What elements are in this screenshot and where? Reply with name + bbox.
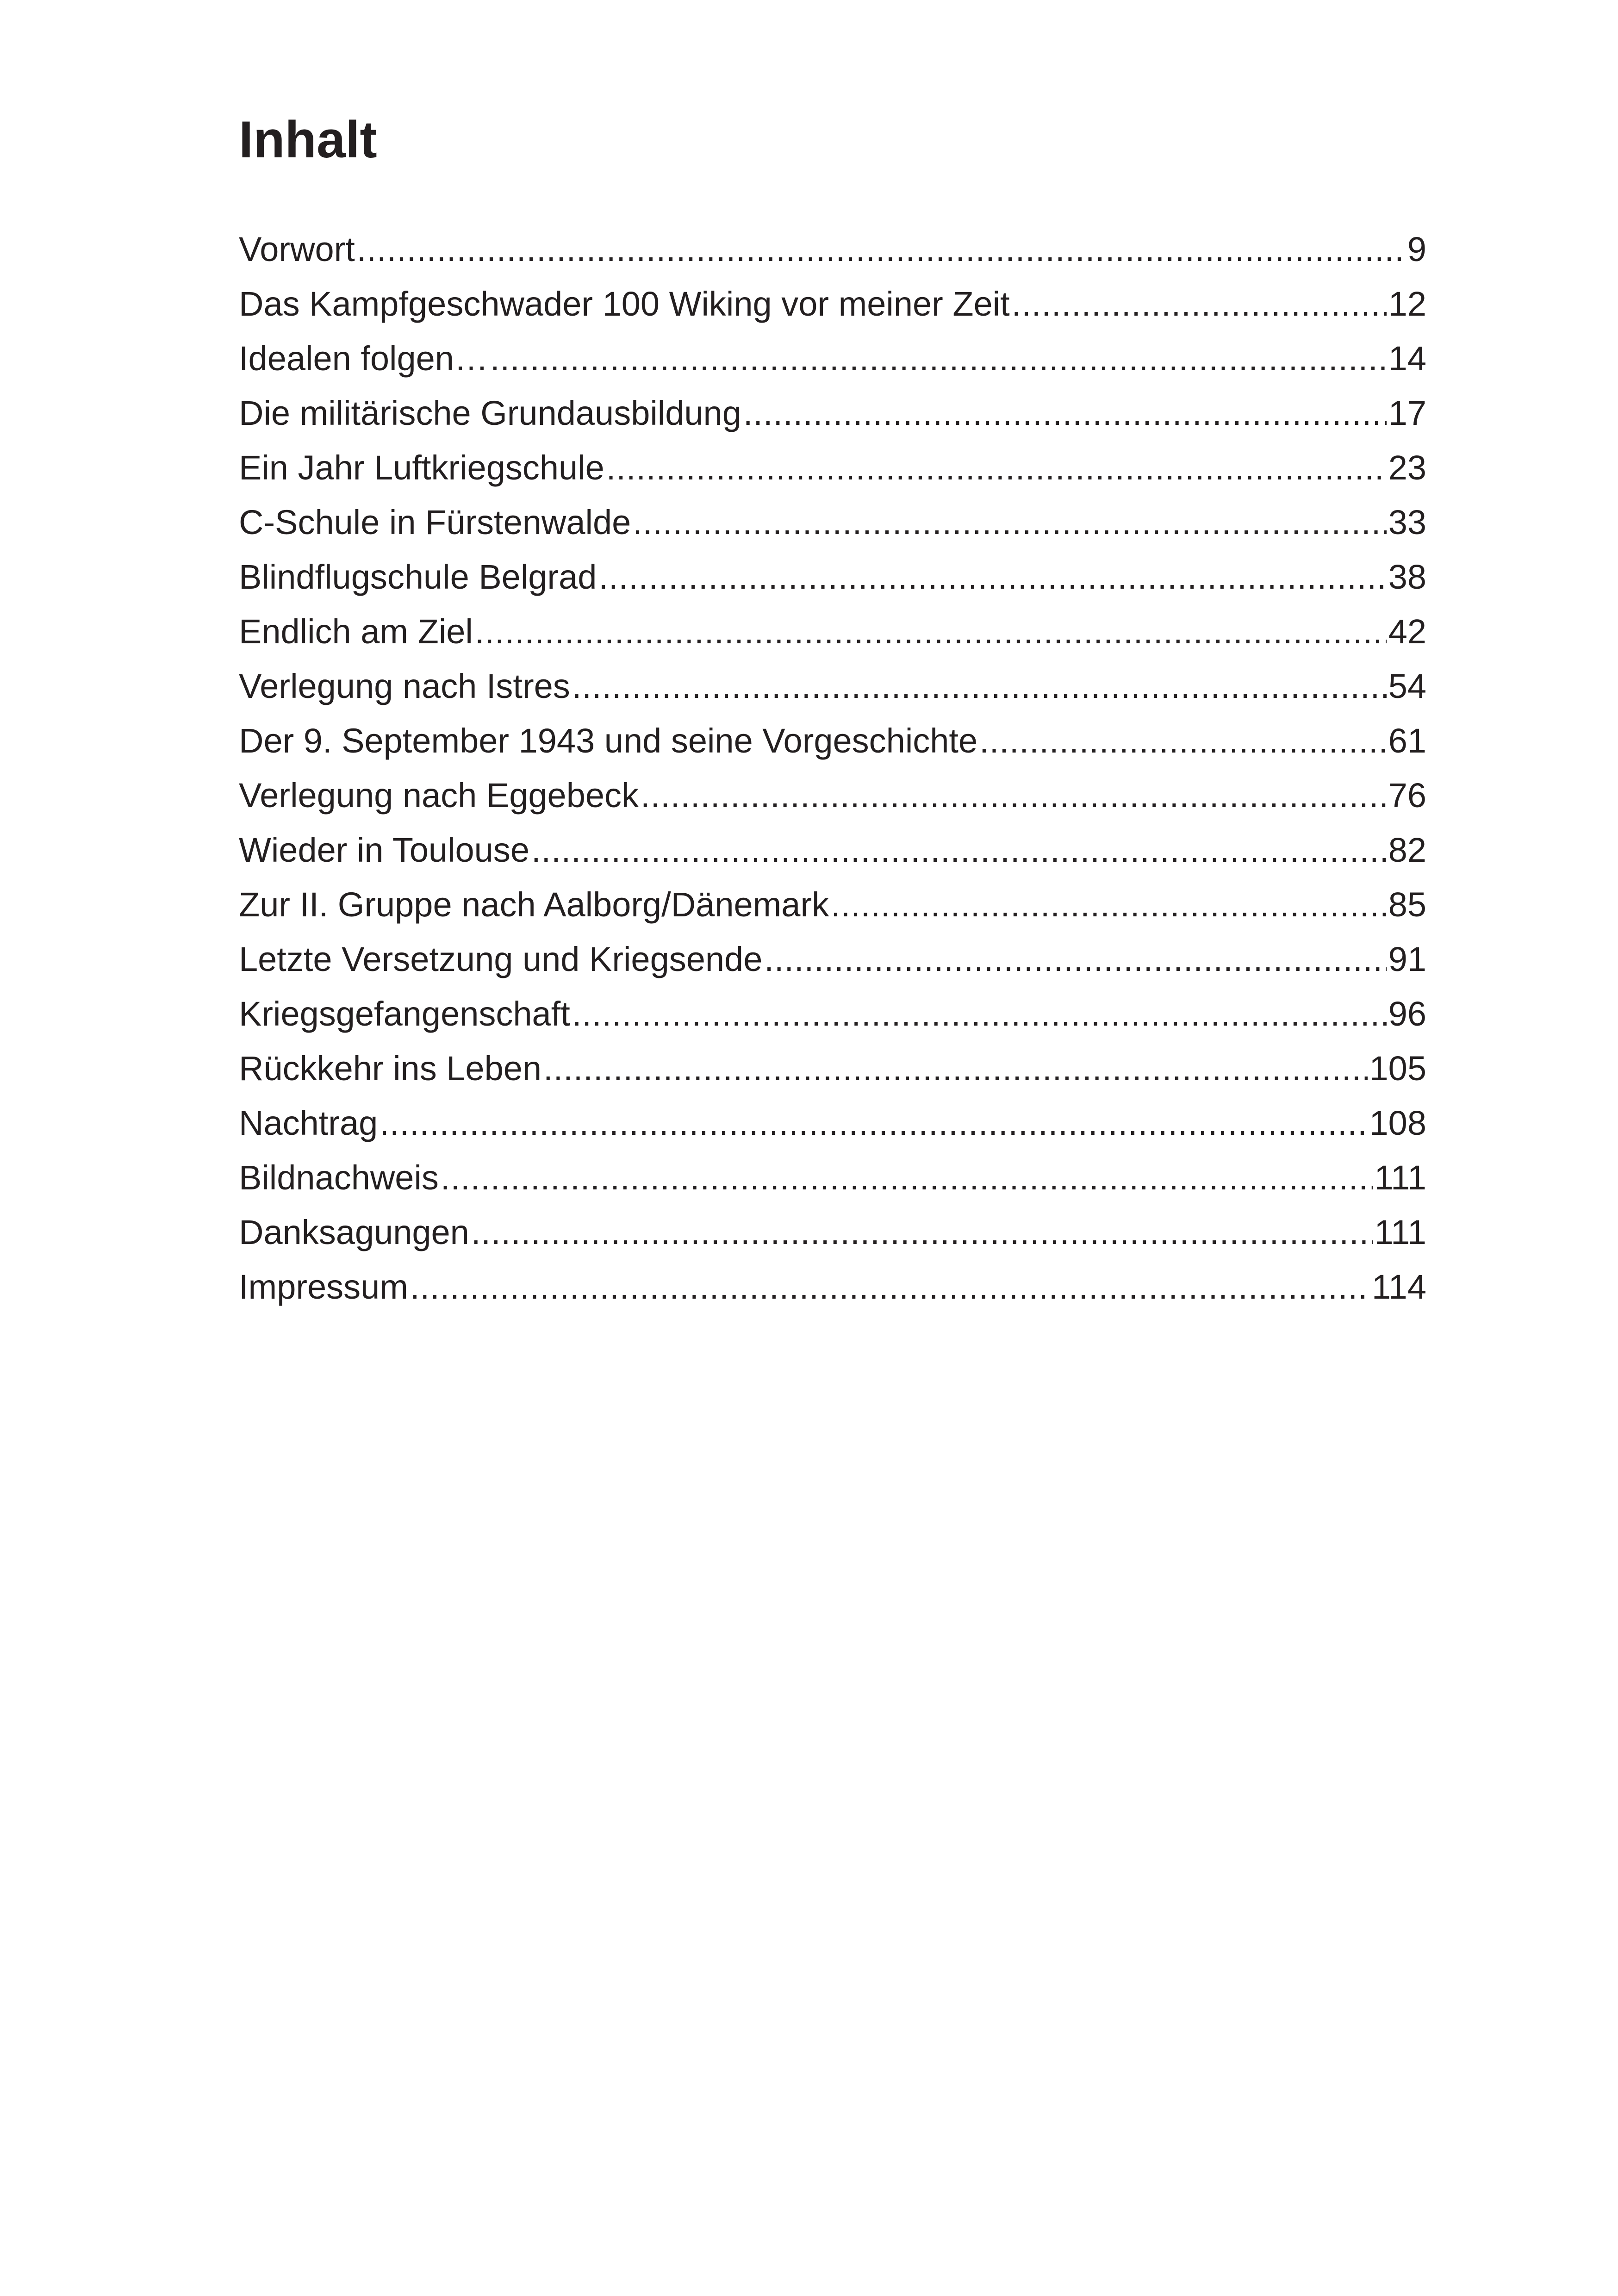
dot-leader xyxy=(490,331,1387,386)
table-of-contents xyxy=(239,222,1426,1314)
toc-entry-page: 54 xyxy=(1388,667,1426,705)
toc-entry-page: 76 xyxy=(1388,776,1426,815)
toc-entry-title: Der 9. September 1943 und seine Vorgeschichte xyxy=(239,722,978,760)
dot-leader xyxy=(979,714,1387,768)
dot-leader xyxy=(1012,277,1387,331)
toc-entry-title: Rückkehr ins Leben xyxy=(239,1049,542,1088)
toc-entry-page: 61 xyxy=(1388,722,1426,760)
toc-entry-page: 91 xyxy=(1388,940,1426,978)
toc-entry-page: 114 xyxy=(1372,1268,1426,1306)
dot-leader xyxy=(606,441,1387,495)
dot-leader xyxy=(633,495,1386,550)
toc-entry-title: Ein Jahr Luftkriegschule xyxy=(239,448,604,487)
toc-entry-page: 17 xyxy=(1388,394,1426,432)
toc-entry-title: Impressum xyxy=(239,1268,408,1306)
toc-entry xyxy=(239,714,1426,768)
dot-leader xyxy=(572,987,1387,1041)
toc-entry xyxy=(239,1151,1426,1205)
dot-leader xyxy=(531,823,1387,877)
toc-entry-page: 105 xyxy=(1369,1049,1426,1088)
toc-entry-title: Endlich am Ziel xyxy=(239,612,473,651)
toc-entry xyxy=(239,1205,1426,1260)
toc-entry-page: 9 xyxy=(1407,230,1426,268)
dot-leader xyxy=(764,932,1386,987)
toc-entry xyxy=(239,495,1426,550)
toc-entry-title: Kriegsgefangenschaft xyxy=(239,995,570,1033)
toc-entry xyxy=(239,1041,1426,1096)
dot-leader xyxy=(475,604,1387,659)
dot-leader xyxy=(831,877,1387,932)
toc-entry-page: 23 xyxy=(1388,448,1426,487)
dot-leader xyxy=(572,659,1387,714)
toc-entry xyxy=(239,441,1426,495)
toc-entry-page: 111 xyxy=(1374,1158,1426,1197)
dot-leader xyxy=(743,386,1387,441)
toc-entry-page: 12 xyxy=(1388,285,1426,323)
toc-entry xyxy=(239,877,1426,932)
toc-entry-page: 42 xyxy=(1388,612,1426,651)
toc-entry-page: 111 xyxy=(1374,1213,1426,1251)
toc-entry-title: Das Kampfgeschwader 100 Wiking vor meiner Zeit xyxy=(239,285,1010,323)
toc-entry-title: Idealen folgen… xyxy=(239,339,488,378)
toc-entry-title: Nachtrag xyxy=(239,1104,378,1142)
dot-leader xyxy=(441,1151,1373,1205)
toc-entry-page: 82 xyxy=(1388,831,1426,869)
toc-entry xyxy=(239,768,1426,823)
toc-entry xyxy=(239,331,1426,386)
toc-entry-title: Letzte Versetzung und Kriegsende xyxy=(239,940,763,978)
dot-leader xyxy=(641,768,1387,823)
toc-entry-page: 33 xyxy=(1388,503,1426,541)
dot-leader xyxy=(471,1205,1373,1260)
toc-entry xyxy=(239,550,1426,604)
toc-entry xyxy=(239,1260,1426,1314)
toc-entry xyxy=(239,386,1426,441)
toc-entry xyxy=(239,604,1426,659)
toc-entry-title: Vorwort xyxy=(239,230,355,268)
toc-entry xyxy=(239,222,1426,277)
toc-entry-page: 38 xyxy=(1388,558,1426,596)
dot-leader xyxy=(410,1260,1370,1314)
toc-entry-title: Bildnachweis xyxy=(239,1158,439,1197)
toc-entry-page: 108 xyxy=(1369,1104,1426,1142)
toc-entry-title: C-Schule in Fürstenwalde xyxy=(239,503,631,541)
toc-entry-title: Verlegung nach Eggebeck xyxy=(239,776,639,815)
toc-entry-title: Blindflugschule Belgrad xyxy=(239,558,597,596)
toc-entry xyxy=(239,932,1426,987)
dot-leader xyxy=(543,1041,1367,1096)
toc-entry xyxy=(239,277,1426,331)
toc-entry-title: Wieder in Toulouse xyxy=(239,831,529,869)
page-title: Inhalt xyxy=(239,111,377,168)
toc-entry-page: 85 xyxy=(1388,885,1426,924)
toc-entry xyxy=(239,823,1426,877)
toc-entry-title: Die militärische Grundausbildung xyxy=(239,394,741,432)
toc-entry-title: Verlegung nach Istres xyxy=(239,667,570,705)
toc-entry-page: 96 xyxy=(1388,995,1426,1033)
dot-leader xyxy=(357,222,1406,277)
dot-leader xyxy=(598,550,1386,604)
toc-entry xyxy=(239,987,1426,1041)
toc-entry xyxy=(239,1096,1426,1151)
toc-entry xyxy=(239,659,1426,714)
toc-entry-page: 14 xyxy=(1388,339,1426,378)
dot-leader xyxy=(380,1096,1367,1151)
toc-entry-title: Zur II. Gruppe nach Aalborg/Dänemark xyxy=(239,885,829,924)
toc-entry-title: Danksagungen xyxy=(239,1213,469,1251)
